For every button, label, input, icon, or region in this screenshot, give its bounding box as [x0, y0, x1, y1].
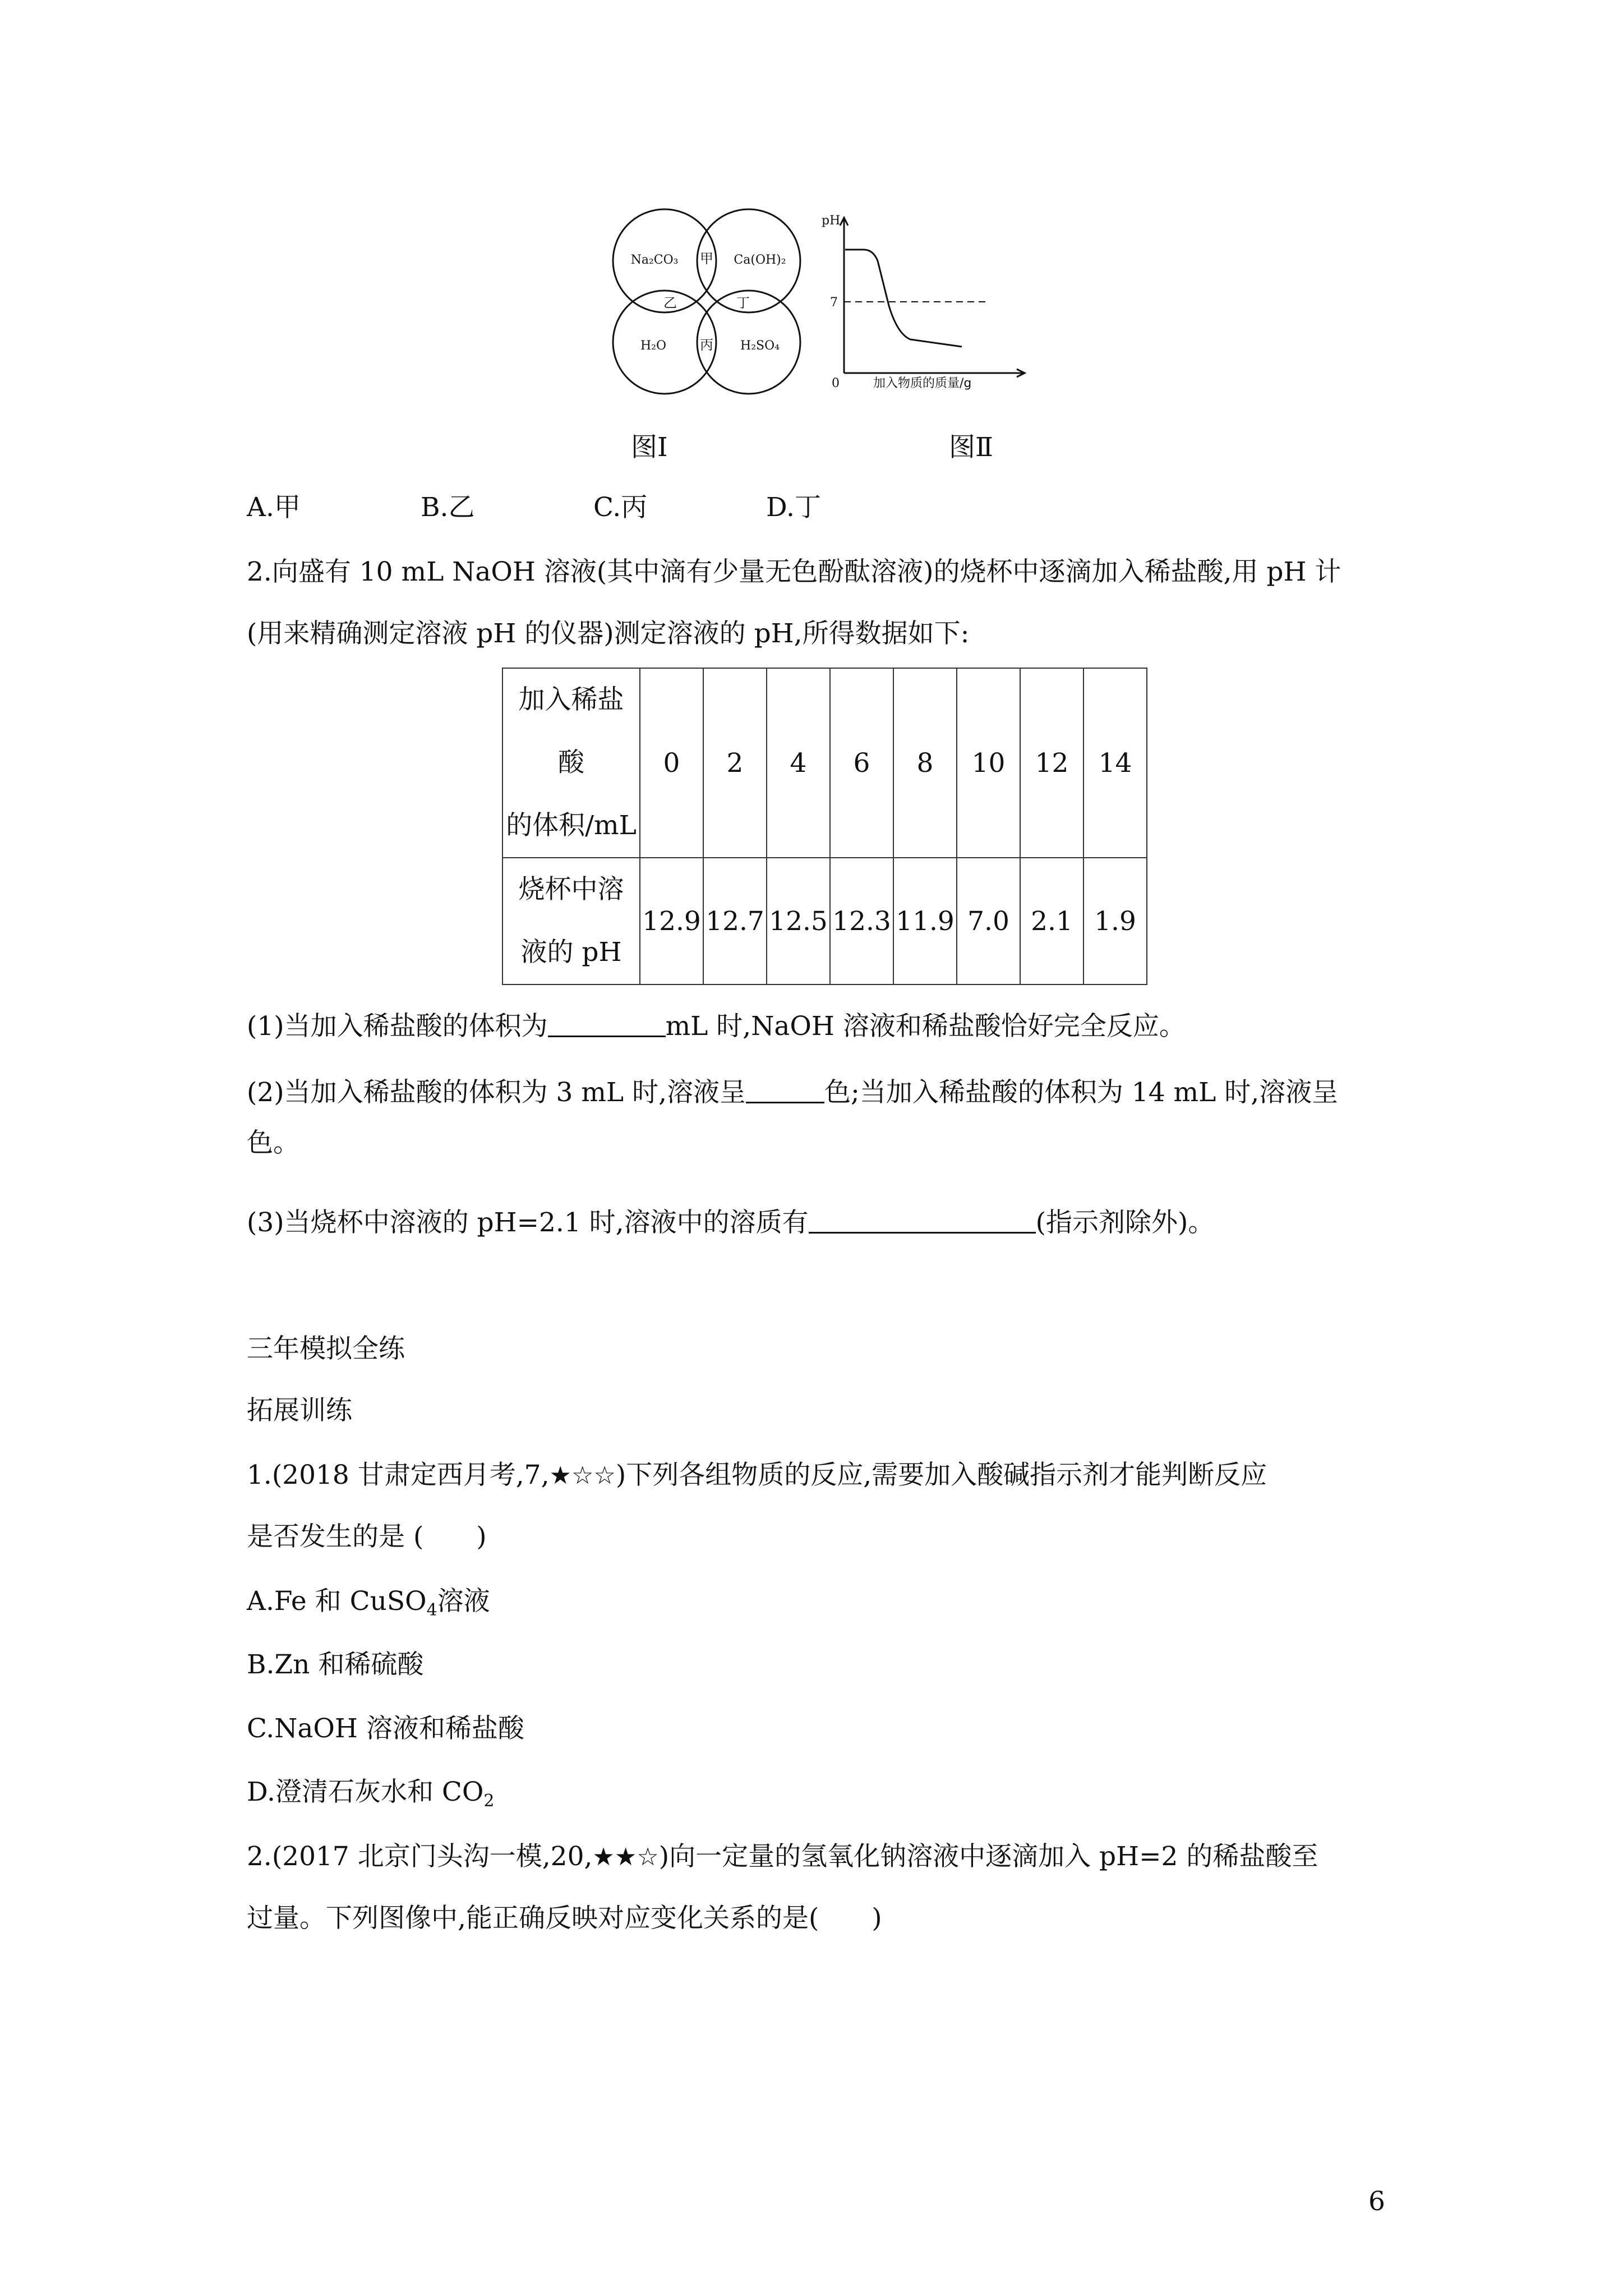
q2-sub2-line2: 色。	[247, 1128, 299, 1158]
answer-blank-3[interactable]	[809, 1208, 1036, 1234]
difficulty-stars: ★☆☆	[549, 1461, 616, 1490]
ex1-option-d: D.澄清石灰水和 $CO_2$	[247, 1777, 495, 1811]
region-ding: 丁	[736, 295, 750, 311]
page-number: 6	[1368, 2186, 1385, 2217]
label-h2o: H₂O	[640, 339, 667, 353]
ex1-option-a: A.Fe 和 CuSO$_4$溶液	[247, 1586, 490, 1620]
ph-cell: 12.9	[640, 858, 703, 984]
table-row-ph	[502, 858, 1147, 984]
q2-sub3: (3)当烧杯中溶液的 pH=2.1 时,溶液中的溶质有 (指示剂除外)。	[247, 1207, 1215, 1238]
volume-cell: 10	[957, 668, 1020, 858]
volume-cell: 6	[830, 668, 893, 858]
ph-cell: 2.1	[1020, 858, 1083, 984]
section-subtitle: 拓展训练	[247, 1395, 352, 1426]
row-header-volume: 加入稀盐 酸 的体积/mL	[502, 668, 640, 858]
ex1-option-c: C.NaOH 溶液和稀盐酸	[247, 1713, 524, 1744]
ex1-option-b: B.Zn 和稀硫酸	[247, 1649, 424, 1680]
label-caoh2: Ca(OH)₂	[734, 253, 786, 267]
ex1-stem-line2: 是否发生的是 ( )	[247, 1521, 487, 1552]
option-c: C.丙	[593, 492, 648, 523]
ph-curve	[845, 250, 962, 347]
difficulty-stars: ★★☆	[592, 1843, 659, 1871]
volume-cell: 12	[1020, 668, 1083, 858]
label-h2so4: H₂SO₄	[740, 339, 780, 353]
answer-blank-1[interactable]	[548, 1012, 666, 1037]
y-axis-label: pH	[822, 214, 841, 228]
ph-cell: 7.0	[957, 858, 1020, 984]
answer-blank-2[interactable]	[746, 1078, 824, 1103]
figure-1-venn-diagram	[608, 205, 805, 398]
region-jia: 甲	[700, 251, 713, 266]
ph-cell: 11.9	[893, 858, 957, 984]
ex2-stem-line1: 2.(2017 北京门头沟一模,20,★★☆)向一定量的氢氧化钠溶液中逐滴加入 pH=2 的稀盐酸至	[247, 1841, 1318, 1872]
ph-cell: 12.7	[703, 858, 767, 984]
ph-data-table	[502, 668, 1147, 985]
region-bing: 丙	[700, 337, 713, 353]
q2-stem-line1: 2.向盛有 10 mL NaOH 溶液(其中滴有少量无色酚酞溶液)的烧杯中逐滴加入稀盐酸,用 pH 计	[247, 556, 1341, 587]
option-a: A.甲	[247, 492, 301, 523]
origin-label: 0	[832, 376, 840, 390]
section-title: 三年模拟全练	[247, 1333, 405, 1364]
figure-2-ph-curve	[810, 208, 1035, 401]
ph-cell: 12.5	[767, 858, 830, 984]
q2-stem-line2: (用来精确测定溶液 pH 的仪器)测定溶液的 pH,所得数据如下:	[247, 618, 970, 649]
row-header-ph: 烧杯中溶 液的 pH	[502, 858, 640, 984]
volume-cell: 0	[640, 668, 703, 858]
volume-cell: 14	[1083, 668, 1147, 858]
ph7-tick-label: 7	[830, 296, 838, 310]
ph-cell: 1.9	[1083, 858, 1147, 984]
ex1-stem-line1: 1.(2018 甘肃定西月考,7,★☆☆)下列各组物质的反应,需要加入酸碱指示剂才能判断反应	[247, 1460, 1267, 1490]
figure-2-caption: 图Ⅱ	[949, 432, 993, 463]
q2-sub1: (1)当加入稀盐酸的体积为 mL 时,NaOH 溶液和稀盐酸恰好完全反应。	[247, 1011, 1186, 1042]
ph-cell: 12.3	[830, 858, 893, 984]
label-na2co3: Na₂CO₃	[630, 253, 679, 267]
volume-cell: 2	[703, 668, 767, 858]
region-yi: 乙	[663, 295, 677, 311]
table-row-volume	[502, 668, 1147, 858]
q2-sub2: (2)当加入稀盐酸的体积为 3 mL 时,溶液呈 色;当加入稀盐酸的体积为 14 mL 时,溶液呈	[247, 1077, 1339, 1108]
ex2-stem-line2: 过量。下列图像中,能正确反映对应变化关系的是( )	[247, 1903, 882, 1934]
volume-cell: 4	[767, 668, 830, 858]
volume-cell: 8	[893, 668, 957, 858]
option-d: D.丁	[766, 492, 821, 523]
x-axis-label: 加入物质的质量/g	[873, 376, 972, 390]
figure-1-caption: 图Ⅰ	[631, 432, 668, 463]
option-b: B.乙	[421, 492, 475, 523]
